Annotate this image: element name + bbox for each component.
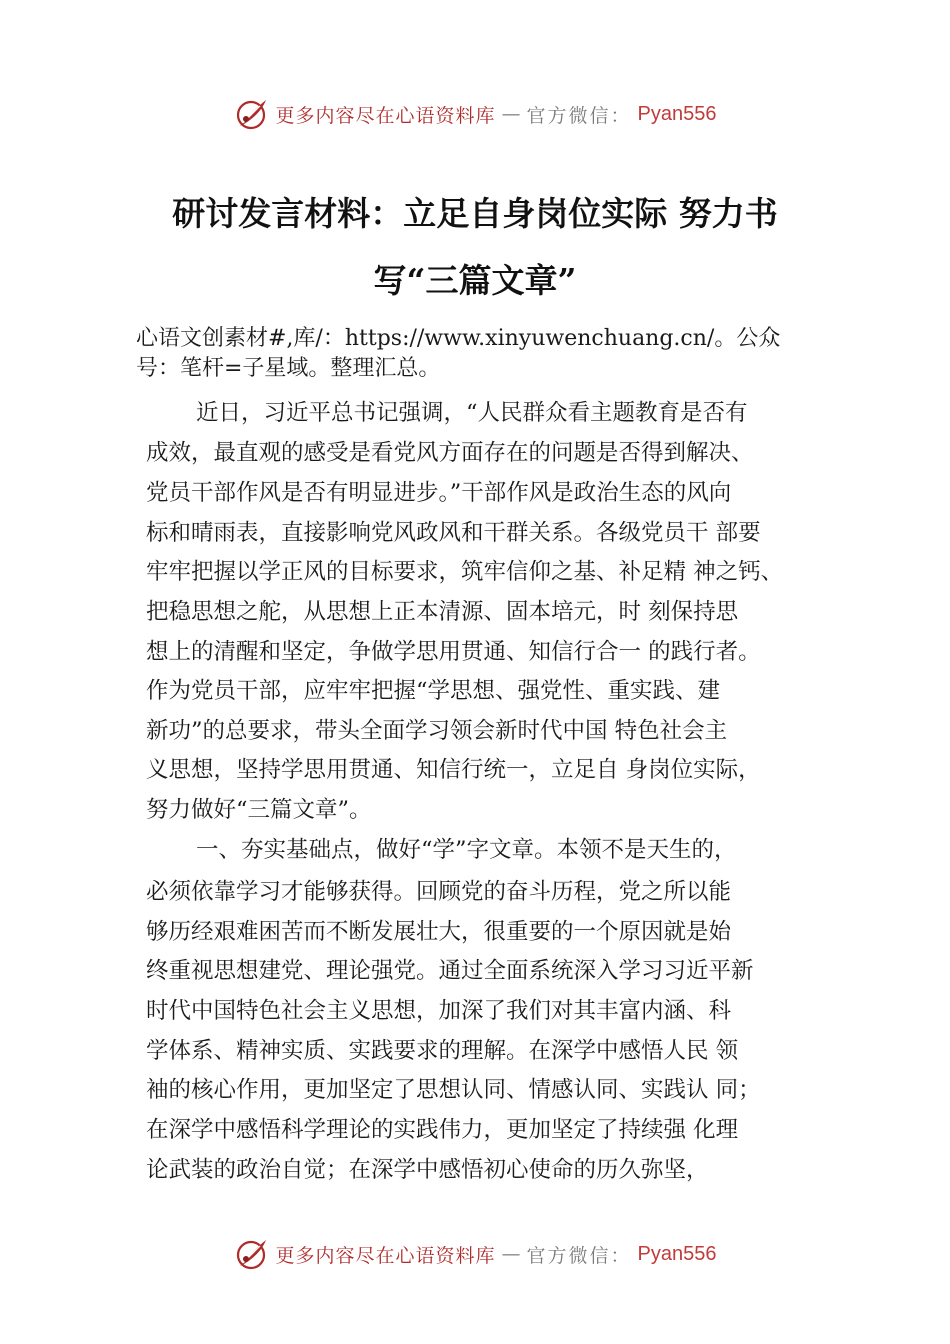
body-line: 学体系、精神实质、实践要求的理解。在深学中感悟人民 领 — [146, 1038, 739, 1064]
body-line: 近日，习近平总书记强调，“人民群众看主题教育是否有 — [196, 400, 748, 426]
wechat-label: 官方微信： — [526, 104, 632, 127]
body-line: 新功”的总要求，带头全面学习领会新时代中国 特色社会主 — [146, 718, 728, 744]
document-title-line-2: 写“三篇文章” — [373, 261, 577, 300]
body-line: 牢牢把握以学正风的目标要求，筑牢信仰之基、补足精 神之钙、 — [146, 559, 784, 585]
body-line: 在深学中感悟科学理论的实践伟力，更加坚定了持续强 化理 — [146, 1117, 739, 1143]
body-line: 把稳思想之舵，从思想上正本清源、固本培元，时 刻保持思 — [146, 599, 739, 625]
body-line: 努力做好“三篇文章”。 — [146, 797, 372, 823]
wechat-id: Pyan556 — [637, 102, 717, 125]
body-line: 想上的清醒和坚定，争做学思用贯通、知信行合一 的践行者。 — [146, 639, 761, 665]
banner-dash: — — [501, 1243, 521, 1265]
header-banner — [0, 94, 950, 134]
body-line: 一、夯实基础点，做好“学”字文章。本领不是天生的， — [196, 837, 737, 863]
body-line: 袖的核心作用，更加坚定了思想认同、情感认同、实践认 同； — [146, 1077, 761, 1103]
body-line: 必须依靠学习才能够获得。回顾党的奋斗历程，党之所以能 — [146, 879, 732, 905]
source-line-1: 心语文创素材#,库/：https://www.xinyuwenchuang.cn/。公众 — [136, 326, 781, 351]
promo-text: 更多内容尽在心语资料库 — [275, 1244, 496, 1267]
quill-ink-logo-icon — [234, 96, 270, 132]
source-line-2: 号：笔杆=子星域。整理汇总。 — [136, 356, 441, 381]
wechat-label: 官方微信： — [526, 1244, 632, 1267]
banner-dash: — — [501, 103, 521, 125]
body-line: 够历经艰难困苦而不断发展壮大，很重要的一个原因就是始 — [146, 919, 732, 945]
body-line: 终重视思想建党、理论强党。通过全面系统深入学习习近平新 — [146, 958, 754, 984]
wechat-id: Pyan556 — [637, 1242, 717, 1265]
body-line: 党员干部作风是否有明显进步。”干部作风是政治生态的风向 — [146, 480, 732, 506]
body-line: 时代中国特色社会主义思想，加深了我们对其丰富内涵、科 — [146, 998, 732, 1024]
body-line: 标和晴雨表，直接影响党风政风和干群关系。各级党员干 部要 — [146, 520, 761, 546]
body-line: 义思想，坚持学思用贯通、知信行统一，立足自 身岗位实际， — [146, 757, 761, 783]
body-line: 成效，最直观的感受是看党风方面存在的问题是否得到解决、 — [146, 440, 754, 466]
body-line: 论武装的政治自觉；在深学中感悟初心使命的历久弥坚， — [146, 1157, 709, 1183]
quill-ink-logo-icon — [234, 1236, 270, 1272]
footer-banner — [0, 1234, 950, 1274]
document-title-line-1: 研讨发言材料：立足自身岗位实际 努力书 — [172, 194, 778, 233]
body-line: 作为党员干部，应牢牢把握“学思想、强党性、重实践、建 — [146, 678, 721, 704]
promo-text: 更多内容尽在心语资料库 — [275, 104, 496, 127]
